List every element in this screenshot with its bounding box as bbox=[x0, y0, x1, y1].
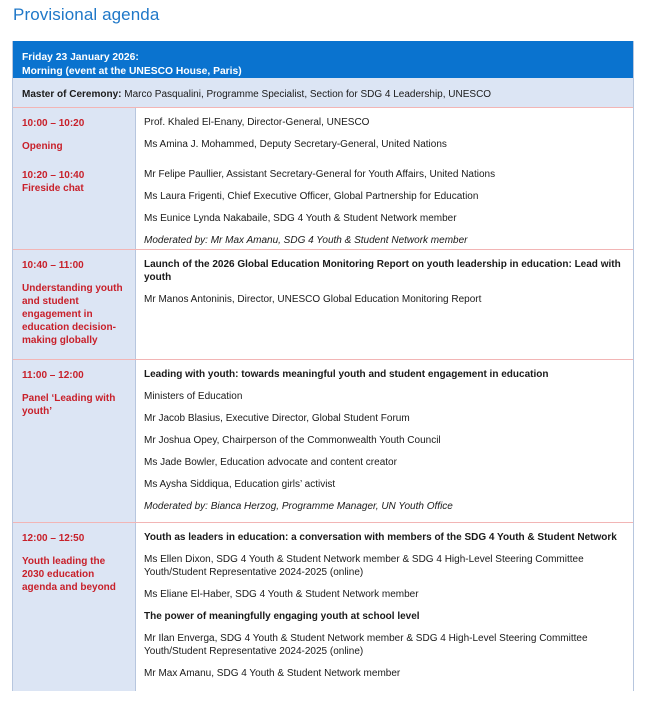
day-header bbox=[13, 41, 633, 78]
session-details bbox=[136, 250, 633, 359]
day-header-venue: Morning (event at the UNESCO House, Paris) bbox=[22, 65, 242, 77]
session-label: Panel ‘Leading with youth’ bbox=[22, 393, 116, 417]
session-topic: The power of meaningfully engaging youth at school level bbox=[144, 611, 420, 622]
speaker-line: Mr Felipe Paullier, Assistant Secretary-General for Youth Affairs, United Nations bbox=[144, 169, 496, 180]
session-topic: Leading with youth: towards meaningful youth and student engagement in education bbox=[144, 369, 549, 380]
agenda-table bbox=[12, 41, 634, 691]
session-label: Fireside chat bbox=[22, 183, 84, 194]
page-title: Provisional agenda bbox=[13, 5, 160, 24]
session-panel-leading-with-youth bbox=[13, 360, 633, 523]
session-time-cell bbox=[13, 523, 136, 691]
speaker-line: Mr Manos Antoninis, Director, UNESCO Global Education Monitoring Report bbox=[144, 294, 482, 305]
session-youth-leading-2030 bbox=[13, 523, 633, 691]
session-details bbox=[136, 360, 633, 522]
session-topic: Youth as leaders in education: a conversation with members of the SDG 4 Youth & Student Network bbox=[144, 532, 617, 543]
session-time-cell bbox=[13, 250, 136, 359]
session-time: 10:00 – 10:20 bbox=[22, 118, 85, 129]
session-details bbox=[136, 523, 633, 691]
speaker-line: Ms Laura Frigenti, Chief Executive Officer, Global Partnership for Education bbox=[144, 191, 479, 202]
master-of-ceremony-row bbox=[13, 78, 633, 108]
speaker-line: Mr Ilan Enverga, SDG 4 Youth & Student Network member & SDG 4 High-Level Steering Committee Youth/Student Representative 2024-2025 (online) bbox=[144, 633, 588, 657]
moderator-line: Moderated by: Bianca Herzog, Programme Manager, UN Youth Office bbox=[144, 501, 453, 512]
session-time-cell bbox=[13, 108, 136, 249]
session-time: 12:00 – 12:50 bbox=[22, 533, 85, 544]
session-time: 11:00 – 12:00 bbox=[22, 370, 84, 381]
mc-label: Master of Ceremony: bbox=[22, 89, 122, 100]
speaker-line: Ms Ellen Dixon, SDG 4 Youth & Student Network member & SDG 4 High-Level Steering Committee Youth/Student Representative 2024-2025 (online) bbox=[144, 554, 584, 578]
session-label: Youth leading the 2030 education agenda and beyond bbox=[22, 556, 116, 593]
speaker-line: Mr Max Amanu, SDG 4 Youth & Student Network member bbox=[144, 668, 401, 679]
session-label: Understanding youth and student engagement in education decision-making globally bbox=[22, 283, 123, 346]
session-time: 10:40 – 11:00 bbox=[22, 260, 84, 271]
speaker-line: Mr Joshua Opey, Chairperson of the Commonwealth Youth Council bbox=[144, 435, 441, 446]
speaker-line: Ms Amina J. Mohammed, Deputy Secretary-General, United Nations bbox=[144, 139, 447, 150]
moderator-line: Moderated by: Mr Max Amanu, SDG 4 Youth & Student Network member bbox=[144, 235, 468, 246]
session-opening bbox=[13, 108, 633, 250]
speaker-line: Mr Jacob Blasius, Executive Director, Global Student Forum bbox=[144, 413, 410, 424]
session-understanding-youth bbox=[13, 250, 633, 360]
session-details bbox=[136, 108, 633, 249]
speaker-line: Ms Eunice Lynda Nakabaile, SDG 4 Youth & Student Network member bbox=[144, 213, 457, 224]
speaker-line: Prof. Khaled El-Enany, Director-General, UNESCO bbox=[144, 117, 370, 128]
speaker-line: Ms Jade Bowler, Education advocate and content creator bbox=[144, 457, 397, 468]
speaker-line: Ms Aysha Siddiqua, Education girls’ activist bbox=[144, 479, 336, 490]
session-label: Opening bbox=[22, 141, 63, 152]
speaker-line: Ms Eliane El-Haber, SDG 4 Youth & Student Network member bbox=[144, 589, 419, 600]
speaker-line: Ministers of Education bbox=[144, 391, 243, 402]
session-time-cell bbox=[13, 360, 136, 522]
session-time: 10:20 – 10:40 bbox=[22, 170, 85, 181]
mc-text: Marco Pasqualini, Programme Specialist, Section for SDG 4 Leadership, UNESCO bbox=[121, 89, 492, 100]
day-header-date: Friday 23 January 2026: bbox=[22, 52, 139, 63]
session-topic: Launch of the 2026 Global Education Monitoring Report on youth leadership in education: Lead with youth bbox=[144, 259, 621, 283]
